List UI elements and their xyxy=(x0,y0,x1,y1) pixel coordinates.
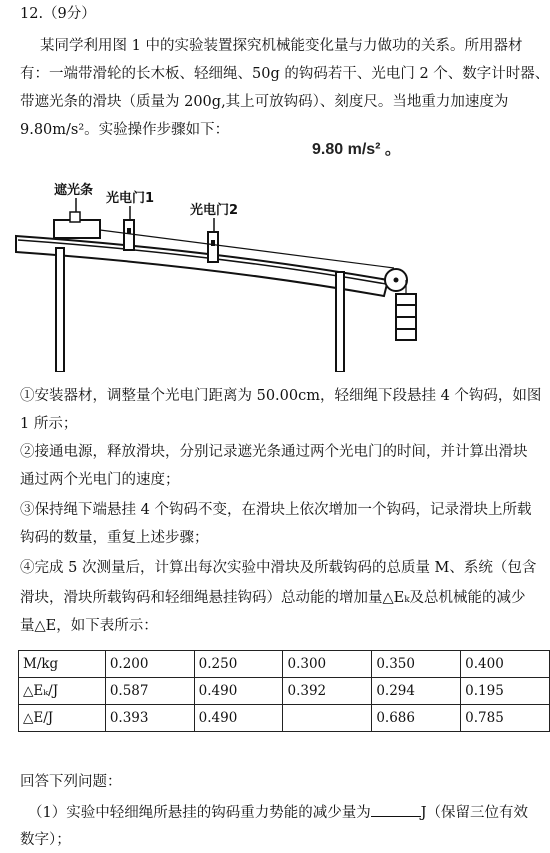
table-cell: M/kg xyxy=(19,651,106,678)
step-line-1: ①安装器材，调整量个光电门距离为 50.00cm，轻细绳下段悬挂 4 个钩码，如图 xyxy=(20,388,542,404)
bleed-text: 9.80 m/s² 。 xyxy=(312,141,401,158)
apparatus-figure xyxy=(14,140,534,372)
shade-strip xyxy=(70,212,80,222)
table-cell: 0.393 xyxy=(105,705,194,732)
step-line-3: ②接通电源，释放滑块，分别记录遮光条通过两个光电门的时间，并计算出滑块 xyxy=(20,444,528,460)
step-line-8: 滑块，滑块所载钩码和轻细绳悬挂钩码）总动能的增加量△Eₖ及总机械能的减少 xyxy=(20,590,526,606)
gate-1 xyxy=(124,220,134,250)
table-cell: 0.294 xyxy=(372,678,461,705)
long-board xyxy=(16,236,388,296)
table-cell: 0.392 xyxy=(283,678,372,705)
table-cell: 0.686 xyxy=(372,705,461,732)
label-shade-strip: 遮光条 xyxy=(54,183,94,198)
results-table xyxy=(18,650,550,732)
answer-blank[interactable] xyxy=(371,802,421,817)
intro-line-4: 9.80m/s²。实验操作步骤如下： xyxy=(20,122,230,138)
table-cell: △E/J xyxy=(19,705,106,732)
sub-question-1-line-2: 数字）； xyxy=(20,832,71,848)
gate-2 xyxy=(208,232,218,262)
table-leg-left xyxy=(56,248,64,372)
table-cell: 0.400 xyxy=(461,651,550,678)
sub-question-1-tail: J（保留三位有效 xyxy=(420,805,529,821)
table-cell: 0.350 xyxy=(372,651,461,678)
table-row xyxy=(19,678,550,705)
question-number: 12.（9分） xyxy=(20,6,96,22)
step-line-6: 钩码的数量，重复上述步骤； xyxy=(20,530,209,546)
step-line-5: ③保持绳下端悬挂 4 个钩码不变，在滑块上依次增加一个钩码，记录滑块上所载 xyxy=(20,502,532,518)
table-cell xyxy=(283,705,372,732)
table-cell: 0.195 xyxy=(461,678,550,705)
table-cell: 0.490 xyxy=(194,705,283,732)
table-cell: 0.785 xyxy=(461,705,550,732)
table-cell: △Eₖ/J xyxy=(19,678,106,705)
table-leg-right xyxy=(336,272,344,372)
step-line-2: 1 所示； xyxy=(20,416,78,432)
label-gate-2: 光电门2 xyxy=(190,203,239,218)
table-cell: 0.587 xyxy=(105,678,194,705)
table-row xyxy=(19,705,550,732)
pulley-axle xyxy=(394,278,399,283)
table-cell: 0.490 xyxy=(194,678,283,705)
answer-prompt: 回答下列问题： xyxy=(20,774,122,790)
step-line-9: 量△E，如下表所示： xyxy=(20,618,158,634)
table-cell: 0.300 xyxy=(283,651,372,678)
sub-question-1 xyxy=(28,802,528,823)
step-line-7: ④完成 5 次测量后，计算出每次实验中滑块及所载钩码的总质量 M、系统（包含 xyxy=(20,560,537,576)
table-cell: 0.200 xyxy=(105,651,194,678)
label-gate-1: 光电门1 xyxy=(106,191,155,206)
intro-line-2: 有：一端带滑轮的长木板、轻细绳、50g 的钩码若干、光电门 2 个、数字计时器、 xyxy=(20,66,550,82)
table-row xyxy=(19,651,550,678)
table-cell: 0.250 xyxy=(194,651,283,678)
intro-line-3: 带遮光条的滑块（质量为 200g,其上可放钩码）、刻度尺。当地重力加速度为 xyxy=(20,94,509,110)
intro-line-1: 某同学利用图 1 中的实验装置探究机械能变化量与力做功的关系。所用器材 xyxy=(40,38,523,54)
sub-question-1-text: （1）实验中轻细绳所悬挂的钩码重力势能的减少量为 xyxy=(28,805,371,821)
step-line-4: 通过两个光电门的速度； xyxy=(20,472,180,488)
